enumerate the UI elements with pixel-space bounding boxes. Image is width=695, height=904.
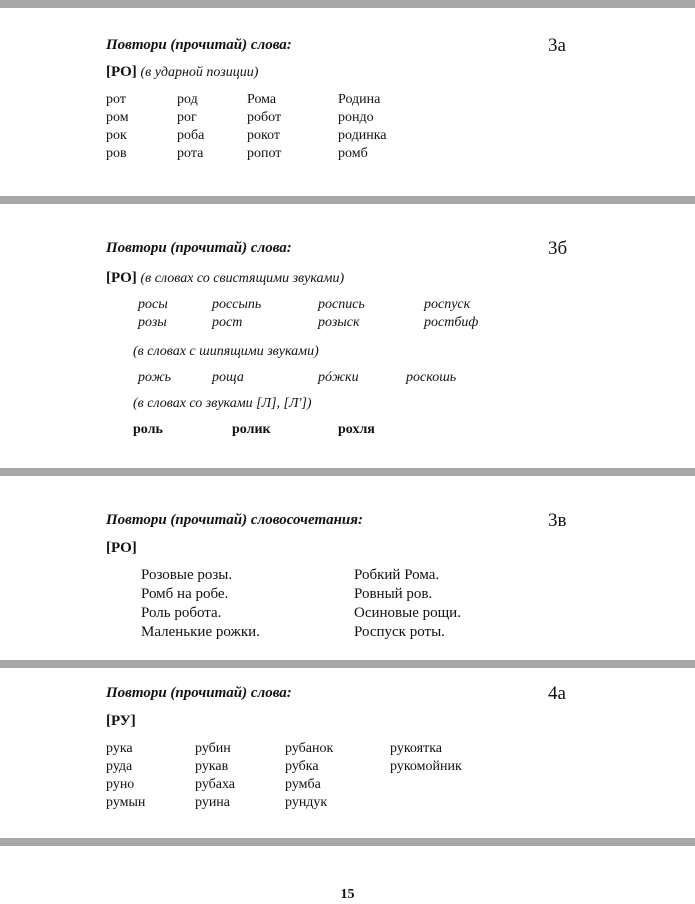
phrase: Роль робота.: [141, 605, 222, 621]
phrase: Осиновые рощи.: [354, 605, 461, 621]
syllable-line: [106, 713, 136, 730]
syllable-line: [106, 540, 137, 557]
word: рубка: [285, 759, 319, 774]
word: ропот: [247, 146, 282, 161]
word: роль: [133, 422, 163, 437]
word: ромб: [338, 146, 368, 161]
page-number: 15: [340, 887, 355, 902]
syllable: [РО]: [106, 540, 137, 556]
word: рубанок: [285, 741, 334, 756]
word: рог: [177, 110, 197, 125]
word: руда: [106, 759, 133, 774]
word-column: [106, 740, 145, 812]
word: румын: [106, 795, 146, 810]
note-hissing: (в словах с шипящими звуками): [133, 344, 319, 359]
word: росы: [138, 297, 168, 312]
word: рокот: [247, 128, 281, 143]
section-title: Повтори (прочитай) слова:: [106, 685, 292, 701]
section-title: Повтори (прочитай) словосочетания:: [106, 512, 363, 528]
word: роспись: [318, 297, 365, 312]
top-separator: [0, 0, 695, 8]
exercise-number: 3б: [548, 238, 568, 259]
word: род: [177, 92, 198, 107]
note-l-sounds: (в словах со звуками [Л], [Л']): [133, 396, 312, 411]
note: (в ударной позиции): [140, 65, 259, 80]
word: рукоятка: [390, 741, 443, 756]
phrase: Робкий Рома.: [354, 567, 440, 583]
word: роба: [177, 128, 205, 143]
section-title: Повтори (прочитай) слова:: [106, 37, 292, 53]
word-column: [177, 91, 204, 163]
word: рукав: [195, 759, 229, 774]
word: ров: [106, 146, 127, 161]
word-column: [390, 740, 462, 776]
word: Рома: [247, 92, 277, 107]
syllable: [РО]: [106, 64, 137, 80]
syllable-line: [106, 64, 258, 81]
word-column: [318, 296, 365, 332]
separator-3v-4a: [0, 660, 695, 668]
word: румба: [285, 777, 321, 792]
word-column: [247, 91, 281, 163]
phrase: Маленькие рожки.: [141, 624, 260, 640]
word: розыск: [318, 315, 360, 330]
word: руина: [195, 795, 231, 810]
word-column: [424, 296, 478, 332]
syllable: [РУ]: [106, 713, 136, 729]
phrase: Ромб на робе.: [141, 586, 229, 602]
word-column: [338, 91, 387, 163]
exercise-number: 3а: [548, 35, 566, 56]
word: роспуск: [424, 297, 471, 312]
word-column: [195, 740, 235, 812]
section-title: Повтори (прочитай) слова:: [106, 240, 292, 256]
word-column: [285, 740, 333, 812]
syllable-line: [106, 270, 344, 287]
word: руно: [106, 777, 135, 792]
word: ростбиф: [424, 315, 479, 330]
word: ром: [106, 110, 129, 125]
phrase: Розовые розы.: [141, 567, 233, 583]
word: рожь: [138, 370, 172, 385]
word: рохля: [338, 422, 375, 437]
phrase-column: [141, 566, 260, 642]
word-column: [138, 296, 168, 332]
word: рука: [106, 741, 133, 756]
exercise-number: 4а: [548, 683, 566, 704]
bottom-separator: [0, 838, 695, 846]
word: рок: [106, 128, 127, 143]
exercise-number: 3в: [548, 510, 567, 531]
separator-3a-3b: [0, 196, 695, 204]
word: Родина: [338, 92, 381, 107]
word: ролик: [232, 422, 271, 437]
word: робот: [247, 110, 282, 125]
word: рот: [106, 92, 126, 107]
word: рубин: [195, 741, 231, 756]
phrase: Роспуск роты.: [354, 624, 445, 640]
word: рóжки: [318, 370, 359, 385]
word: роскошь: [406, 370, 457, 385]
word: рост: [212, 315, 243, 330]
syllable: [РО]: [106, 270, 137, 286]
word: россыпь: [212, 297, 262, 312]
word: родинка: [338, 128, 387, 143]
word: рубаха: [195, 777, 235, 792]
note: (в словах со свистящими звуками): [140, 271, 345, 286]
word: роща: [212, 370, 244, 385]
phrase-column: [354, 566, 461, 642]
word: розы: [138, 315, 167, 330]
separator-3b-3v: [0, 468, 695, 476]
word: рота: [177, 146, 204, 161]
word-column: [212, 296, 261, 332]
word: рукомойник: [390, 759, 462, 774]
word: рундук: [285, 795, 328, 810]
word-column: [106, 91, 129, 163]
phrase: Ровный ров.: [354, 586, 433, 602]
word: рондо: [338, 110, 374, 125]
